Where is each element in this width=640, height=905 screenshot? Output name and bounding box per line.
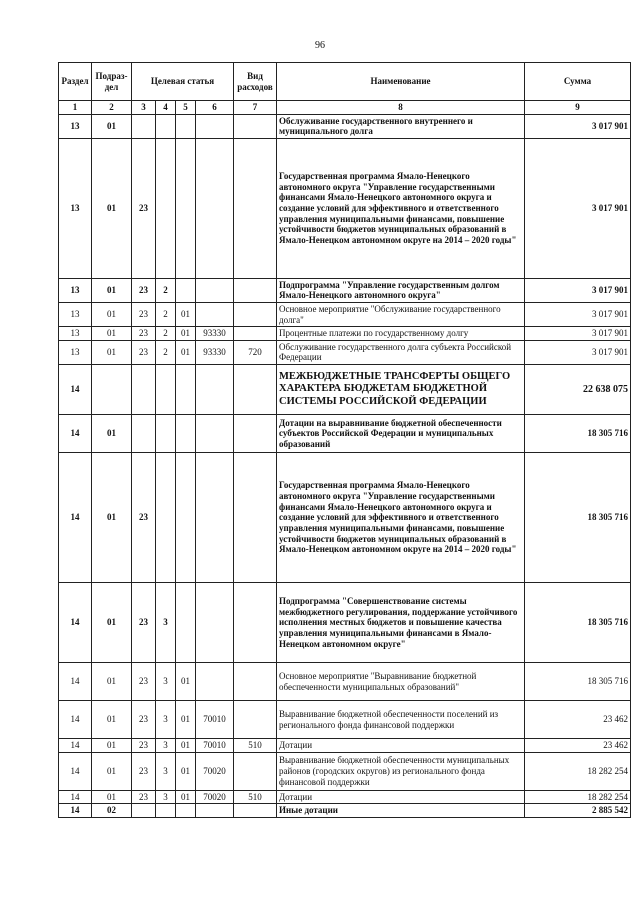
cell-cs2: 2 [156,340,176,364]
cell-vid-rashodov [234,303,277,327]
column-number: 8 [277,101,525,115]
cell-podrazdel: 01 [92,415,132,453]
cell-razdel: 14 [59,739,92,753]
cell-naimenovanie: Обслуживание государственного внутреннего и муниципального долга [277,114,525,138]
cell-cs2: 3 [156,663,176,701]
cell-cs1: 23 [132,138,156,278]
cell-summa: 2 885 542 [525,804,631,818]
cell-cs4 [196,663,234,701]
budget-table [58,62,631,818]
table-row [59,138,631,278]
header-celevaya-statya: Целевая статья [132,63,234,101]
cell-podrazdel: 01 [92,340,132,364]
cell-cs2: 3 [156,752,176,790]
column-number: 9 [525,101,631,115]
cell-summa: 3 017 901 [525,303,631,327]
column-number-row [59,101,631,115]
cell-cs1: 23 [132,303,156,327]
cell-cs1: 23 [132,752,156,790]
cell-cs4 [196,114,234,138]
cell-razdel: 13 [59,114,92,138]
cell-cs3 [176,415,196,453]
cell-cs4: 70020 [196,790,234,804]
cell-naimenovanie: Основное мероприятие "Обслуживание государственного долга" [277,303,525,327]
cell-cs1: 23 [132,453,156,583]
cell-summa: 23 462 [525,739,631,753]
cell-razdel: 14 [59,804,92,818]
cell-vid-rashodov [234,365,277,415]
header-podrazdel: Подраз-дел [92,63,132,101]
header-razdel: Раздел [59,63,92,101]
cell-naimenovanie: Подпрограмма "Управление государственным долгом Ямало-Ненецкого автономного округа" [277,278,525,302]
cell-summa: 3 017 901 [525,340,631,364]
cell-naimenovanie: Обслуживание государственного долга субъекта Российской Федерации [277,340,525,364]
cell-cs4: 70020 [196,752,234,790]
cell-cs4: 93330 [196,340,234,364]
cell-vid-rashodov [234,804,277,818]
cell-cs3 [176,365,196,415]
table-row [59,790,631,804]
cell-naimenovanie: МЕЖБЮДЖЕТНЫЕ ТРАНСФЕРТЫ ОБЩЕГО ХАРАКТЕРА БЮДЖЕТАМ БЮДЖЕТНОЙ СИСТЕМЫ РОССИЙСКОЙ ФЕДЕРАЦИИ [277,365,525,415]
header-vid-rashodov: Вид расходов [234,63,277,101]
cell-podrazdel: 01 [92,583,132,663]
cell-cs2: 2 [156,303,176,327]
cell-vid-rashodov [234,663,277,701]
cell-cs1: 23 [132,583,156,663]
cell-podrazdel: 01 [92,278,132,302]
table-row [59,303,631,327]
cell-vid-rashodov: 510 [234,790,277,804]
cell-summa: 18 305 716 [525,663,631,701]
cell-cs2 [156,114,176,138]
cell-summa: 18 305 716 [525,453,631,583]
cell-summa: 18 282 254 [525,790,631,804]
table-row [59,415,631,453]
table-row [59,278,631,302]
column-number: 1 [59,101,92,115]
table-row [59,583,631,663]
cell-cs1: 23 [132,739,156,753]
cell-naimenovanie: Дотации на выравнивание бюджетной обеспеченности субъектов Российской Федерации и муниципальных образований [277,415,525,453]
cell-naimenovanie: Государственная программа Ямало-Ненецкого автономного округа "Управление государственными финансами Ямало-Ненецкого автономного округа и создание условий для эффективного и ответственного управления муниципальными финансами, повышение устойчивости бюджетов муниципальных образований в Ямало-Ненецком автономном округе на 2014 – 2020 годы" [277,453,525,583]
cell-naimenovanie: Основное мероприятие "Выравнивание бюджетной обеспеченности муниципальных образований" [277,663,525,701]
cell-vid-rashodov [234,701,277,739]
cell-cs4: 93330 [196,327,234,341]
header-naimenovanie: Наименование [277,63,525,101]
table-row [59,739,631,753]
cell-razdel: 13 [59,327,92,341]
cell-podrazdel: 01 [92,739,132,753]
table-row [59,453,631,583]
column-number: 7 [234,101,277,115]
cell-podrazdel: 01 [92,327,132,341]
cell-summa: 3 017 901 [525,138,631,278]
cell-cs3 [176,804,196,818]
cell-cs2 [156,453,176,583]
cell-cs3: 01 [176,340,196,364]
cell-razdel: 14 [59,583,92,663]
table-row [59,327,631,341]
cell-naimenovanie: Иные дотации [277,804,525,818]
column-number: 5 [176,101,196,115]
cell-summa: 18 282 254 [525,752,631,790]
cell-summa: 22 638 075 [525,365,631,415]
cell-cs3 [176,138,196,278]
table-row [59,752,631,790]
cell-naimenovanie: Дотации [277,739,525,753]
cell-cs1: 23 [132,701,156,739]
column-number: 4 [156,101,176,115]
cell-razdel: 14 [59,365,92,415]
cell-cs1: 23 [132,327,156,341]
column-number: 6 [196,101,234,115]
cell-cs3: 01 [176,701,196,739]
cell-podrazdel [92,365,132,415]
cell-naimenovanie: Государственная программа Ямало-Ненецкого автономного округа "Управление государственными финансами Ямало-Ненецкого автономного округа и создание условий для эффективного и ответственного управления муниципальными финансами, повышение устойчивости бюджетов муниципальных образований в Ямало-Ненецком автономном округе на 2014 – 2020 годы" [277,138,525,278]
cell-cs3: 01 [176,663,196,701]
cell-podrazdel: 01 [92,303,132,327]
cell-vid-rashodov [234,453,277,583]
cell-cs1: 23 [132,278,156,302]
cell-cs2 [156,138,176,278]
page-number: 96 [315,40,325,51]
cell-razdel: 14 [59,701,92,739]
cell-cs4 [196,804,234,818]
cell-cs3 [176,114,196,138]
cell-cs4 [196,303,234,327]
cell-cs4 [196,453,234,583]
cell-cs2: 3 [156,701,176,739]
cell-cs2: 3 [156,739,176,753]
cell-cs3 [176,278,196,302]
cell-cs4 [196,583,234,663]
cell-podrazdel: 01 [92,752,132,790]
cell-cs2 [156,804,176,818]
cell-cs1 [132,114,156,138]
cell-razdel: 14 [59,415,92,453]
cell-vid-rashodov [234,114,277,138]
cell-vid-rashodov [234,583,277,663]
cell-cs3: 01 [176,790,196,804]
cell-vid-rashodov [234,415,277,453]
cell-cs2: 3 [156,790,176,804]
cell-summa: 3 017 901 [525,114,631,138]
cell-cs3: 01 [176,327,196,341]
cell-vid-rashodov [234,138,277,278]
cell-cs3: 01 [176,303,196,327]
cell-summa: 18 305 716 [525,415,631,453]
cell-cs2 [156,415,176,453]
cell-podrazdel: 01 [92,114,132,138]
cell-cs2: 2 [156,327,176,341]
cell-vid-rashodov [234,327,277,341]
cell-vid-rashodov [234,752,277,790]
cell-vid-rashodov: 510 [234,739,277,753]
cell-cs4 [196,365,234,415]
cell-cs1: 23 [132,663,156,701]
cell-cs1 [132,804,156,818]
cell-razdel: 14 [59,752,92,790]
cell-cs3 [176,583,196,663]
cell-razdel: 14 [59,663,92,701]
cell-vid-rashodov [234,278,277,302]
cell-cs1 [132,415,156,453]
cell-summa: 18 305 716 [525,583,631,663]
cell-cs2: 3 [156,583,176,663]
cell-cs1: 23 [132,340,156,364]
cell-cs4 [196,278,234,302]
cell-naimenovanie: Дотации [277,790,525,804]
table-row [59,114,631,138]
cell-razdel: 13 [59,303,92,327]
cell-podrazdel: 01 [92,453,132,583]
column-number: 2 [92,101,132,115]
cell-podrazdel: 02 [92,804,132,818]
cell-cs4: 70010 [196,739,234,753]
cell-cs4 [196,138,234,278]
cell-cs3: 01 [176,739,196,753]
cell-naimenovanie: Выравнивание бюджетной обеспеченности поселений из регионального фонда финансовой поддержки [277,701,525,739]
table-row [59,340,631,364]
cell-cs1: 23 [132,790,156,804]
cell-razdel: 14 [59,790,92,804]
cell-cs3: 01 [176,752,196,790]
table-row [59,804,631,818]
cell-naimenovanie: Процентные платежи по государственному долгу [277,327,525,341]
cell-naimenovanie: Выравнивание бюджетной обеспеченности муниципальных районов (городских округов) из регионального фонда финансовой поддержки [277,752,525,790]
cell-razdel: 13 [59,278,92,302]
cell-summa: 3 017 901 [525,327,631,341]
cell-razdel: 13 [59,340,92,364]
cell-vid-rashodov: 720 [234,340,277,364]
cell-podrazdel: 01 [92,701,132,739]
cell-podrazdel: 01 [92,663,132,701]
cell-razdel: 14 [59,453,92,583]
cell-naimenovanie: Подпрограмма "Совершенствование системы межбюджетного регулирования, поддержание устойчивого исполнения местных бюджетов и повышение качества управления муниципальными финансами в Ямало-Ненецком автономном округе" [277,583,525,663]
cell-cs4: 70010 [196,701,234,739]
table-row [59,663,631,701]
cell-summa: 3 017 901 [525,278,631,302]
cell-razdel: 13 [59,138,92,278]
column-number: 3 [132,101,156,115]
cell-cs2 [156,365,176,415]
cell-cs1 [132,365,156,415]
budget-rows [59,114,631,817]
table-row [59,365,631,415]
cell-cs2: 2 [156,278,176,302]
cell-podrazdel: 01 [92,790,132,804]
table-row [59,701,631,739]
cell-podrazdel: 01 [92,138,132,278]
cell-cs3 [176,453,196,583]
cell-cs4 [196,415,234,453]
cell-summa: 23 462 [525,701,631,739]
header-summa: Сумма [525,63,631,101]
